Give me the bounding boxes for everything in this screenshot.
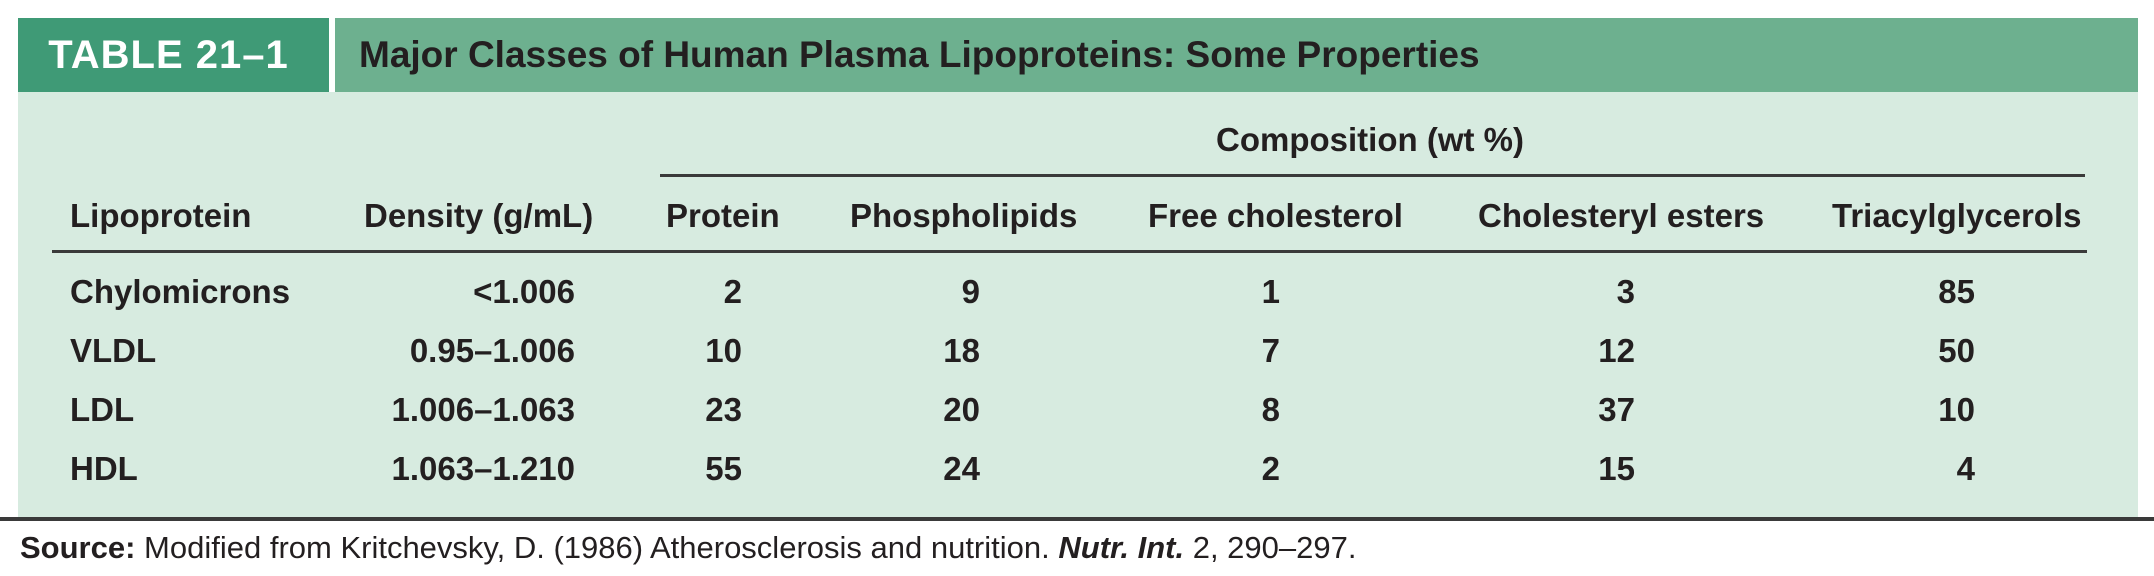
source-note — [20, 528, 1356, 568]
table-header-bar — [18, 18, 2138, 92]
composition-group-header: Composition (wt %) — [1216, 121, 1524, 158]
table-row-phospholipids: 20 — [943, 391, 980, 428]
table-row-lipoprotein: Chylomicrons — [70, 273, 291, 310]
table-row-density: 1.063–1.210 — [391, 450, 575, 487]
column-header-protein: Protein — [666, 197, 780, 234]
source-journal: Nutr. Int. — [1058, 530, 1185, 565]
table-row-cholesteryl-esters: 12 — [1598, 332, 1635, 369]
table-row-lipoprotein: VLDL — [70, 332, 157, 369]
table-row-phospholipids: 9 — [961, 273, 980, 310]
table-row-cholesteryl-esters: 3 — [1616, 273, 1635, 310]
table-row-triacylglycerols: 10 — [1938, 391, 1975, 428]
column-header-triacylglycerols: Triacylglycerols — [1832, 197, 2082, 234]
table-label: TABLE 21–1 — [18, 18, 329, 92]
column-header-lipoprotein: Lipoprotein — [70, 197, 252, 234]
table-row-free-cholesterol: 2 — [1261, 450, 1280, 487]
table-row-triacylglycerols: 50 — [1938, 332, 1975, 369]
source-text: Modified from Kritchevsky, D. (1986) Atherosclerosis and nutrition. — [144, 530, 1050, 565]
table-row-lipoprotein: HDL — [70, 450, 138, 487]
column-header-phospholipids: Phospholipids — [850, 197, 1078, 234]
table-row-cholesteryl-esters: 37 — [1598, 391, 1635, 428]
header-rule — [52, 250, 2087, 253]
table-row-lipoprotein: LDL — [70, 391, 135, 428]
table-row-free-cholesterol: 7 — [1261, 332, 1280, 369]
table-row-phospholipids: 18 — [943, 332, 980, 369]
table-row-protein: 23 — [705, 391, 742, 428]
table-bottom-rule — [0, 517, 2154, 521]
table-row-triacylglycerols: 85 — [1938, 273, 1975, 310]
table-row-triacylglycerols: 4 — [1956, 450, 1975, 487]
group-header-rule — [660, 174, 2085, 177]
table-row-protein: 10 — [705, 332, 742, 369]
column-header-density: Density (g/mL) — [364, 197, 594, 234]
table-title: Major Classes of Human Plasma Lipoproteins: Some Properties — [335, 18, 2138, 92]
table-row-phospholipids: 24 — [943, 450, 980, 487]
table-row-free-cholesterol: 8 — [1261, 391, 1280, 428]
table-row-protein: 2 — [723, 273, 742, 310]
source-label: Source: — [20, 530, 136, 565]
source-citation: 2, 290–297. — [1192, 530, 1357, 565]
column-header-free-cholesterol: Free cholesterol — [1148, 197, 1403, 234]
table-row-density: <1.006 — [473, 273, 575, 310]
table-row-density: 1.006–1.063 — [391, 391, 575, 428]
table-row-cholesteryl-esters: 15 — [1598, 450, 1635, 487]
table-row-density: 0.95–1.006 — [409, 332, 575, 369]
column-header-cholesteryl-esters: Cholesteryl esters — [1478, 197, 1765, 234]
table-row-free-cholesterol: 1 — [1261, 273, 1280, 310]
table-row-protein: 55 — [705, 450, 742, 487]
